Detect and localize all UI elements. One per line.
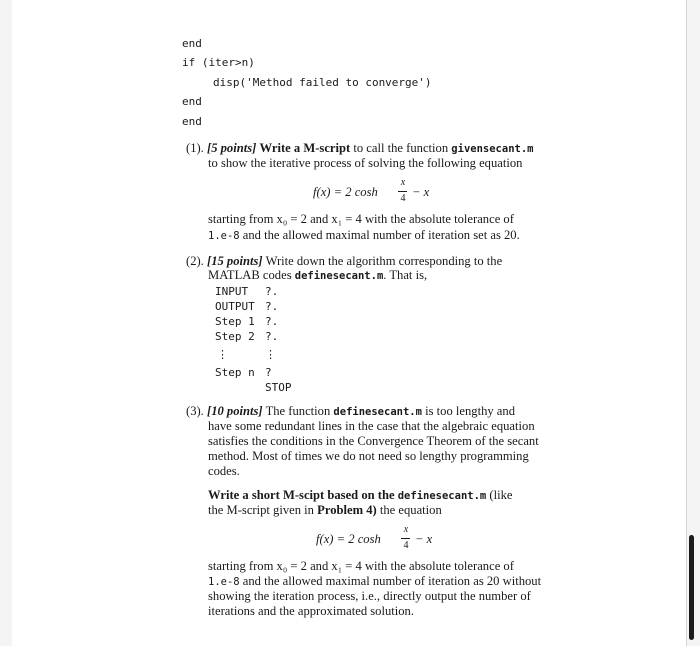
q3-s3: showing the iteration process, i.e., directly output the number of bbox=[208, 589, 531, 603]
q1-frac-bar bbox=[398, 191, 407, 192]
algo-label: Step n bbox=[215, 366, 255, 379]
q1-line-2: to show the iterative process of solving the following equation bbox=[208, 156, 523, 170]
algo-label: Step 2 bbox=[215, 330, 255, 343]
q3-p2-tail: (like bbox=[489, 488, 513, 502]
q3-p2-l2c: the equation bbox=[379, 503, 442, 517]
q3-s2-line bbox=[208, 574, 541, 590]
q3-tolerance: 1.e-8 bbox=[208, 576, 240, 588]
q3-s1: starting from x₀ = 2 and x₁ = 4 with the absolute tolerance of bbox=[208, 559, 514, 573]
q3-frac-den: 4 bbox=[403, 540, 409, 551]
algo-label: INPUT bbox=[215, 285, 249, 298]
q2-points: [15 points] bbox=[207, 254, 263, 268]
q2-line-1 bbox=[186, 254, 502, 269]
code-line-end-3: end bbox=[182, 115, 202, 128]
q1-number: (1). bbox=[186, 141, 204, 155]
q3-number: (3). bbox=[186, 404, 204, 418]
algo-label: OUTPUT bbox=[215, 300, 255, 313]
q2-line-2 bbox=[208, 268, 427, 284]
document-page bbox=[12, 0, 686, 646]
q1-line-4-text: and the allowed maximal number of iteration set as 20. bbox=[242, 228, 520, 242]
q1-points: [5 points] bbox=[207, 141, 257, 155]
q1-line-3: starting from x₀ = 2 and x₁ = 4 with the absolute tolerance of bbox=[208, 212, 514, 226]
q2-line-2a: MATLAB codes bbox=[208, 268, 292, 282]
q1-equation-tail: − x bbox=[412, 185, 430, 199]
q3-line-2: have some redundant lines in the case that the algebraic equation bbox=[208, 419, 535, 433]
q2-line-2b: . That is, bbox=[383, 268, 428, 282]
q3-line-4: method. Most of times we do not need so lengthy programming bbox=[208, 449, 529, 463]
q3-s2: and the allowed maximal number of iteration as 20 without bbox=[242, 574, 542, 588]
algo-value: ?. bbox=[265, 315, 279, 328]
algo-ellipsis: ⋮ bbox=[265, 348, 276, 361]
algo-ellipsis: ⋮ bbox=[217, 348, 228, 361]
q3-line-3: satisfies the conditions in the Convergence Theorem of the secant bbox=[208, 434, 539, 448]
q3-equation-tail: − x bbox=[415, 532, 433, 546]
q3-points: [10 points] bbox=[207, 404, 263, 418]
algo-value: ?. bbox=[265, 300, 279, 313]
q1-frac-num: x bbox=[400, 177, 406, 188]
q1-tolerance: 1.e-8 bbox=[208, 230, 240, 242]
algo-value: ? bbox=[265, 366, 272, 379]
q1-line-4 bbox=[208, 228, 520, 244]
q3-l1a: The function bbox=[265, 404, 331, 418]
q3-func: definesecant.m bbox=[333, 406, 422, 418]
algo-value: ?. bbox=[265, 285, 279, 298]
q3-p2-l2a: the M-script given in bbox=[208, 503, 314, 517]
algo-label: Step 1 bbox=[215, 315, 255, 328]
q1-text: to call the function bbox=[353, 141, 449, 155]
q3-p2-func: definesecant.m bbox=[397, 490, 487, 502]
algo-stop: STOP bbox=[265, 381, 292, 394]
q1-frac-den: 4 bbox=[400, 193, 406, 204]
q2-func: definesecant.m bbox=[294, 270, 384, 282]
code-line-end-2: end bbox=[182, 95, 202, 108]
q2-text: Write down the algorithm corresponding to the bbox=[265, 254, 503, 268]
q3-line-1 bbox=[186, 404, 515, 420]
q3-p2-line-2 bbox=[208, 503, 442, 518]
q3-l1b: is too lengthy and bbox=[425, 404, 515, 418]
q1-equation-lhs: f(x) = 2 cosh bbox=[313, 185, 378, 199]
q3-p2-bold: Write a short M-scipt based on the bbox=[208, 488, 395, 502]
q3-frac-bar bbox=[401, 538, 410, 539]
q2-number: (2). bbox=[186, 254, 204, 268]
q3-p2-line-1 bbox=[208, 488, 513, 504]
q3-line-5: codes. bbox=[208, 464, 240, 478]
q1-func: givensecant.m bbox=[451, 143, 534, 155]
code-line-if: if (iter>n) bbox=[182, 56, 255, 69]
scrollbar-thumb[interactable] bbox=[689, 535, 694, 640]
code-line-end-1: end bbox=[182, 37, 202, 50]
q1-bold: Write a M-script bbox=[259, 141, 351, 155]
algo-value: ?. bbox=[265, 330, 279, 343]
q1-line-1 bbox=[186, 141, 533, 157]
q3-equation-lhs: f(x) = 2 cosh bbox=[316, 532, 381, 546]
q3-p2-l2b: Problem 4) bbox=[317, 503, 377, 517]
q3-s4: iterations and the approximated solution. bbox=[208, 604, 415, 618]
code-line-disp: disp('Method failed to converge') bbox=[213, 76, 432, 89]
q3-frac-num: x bbox=[403, 524, 409, 535]
